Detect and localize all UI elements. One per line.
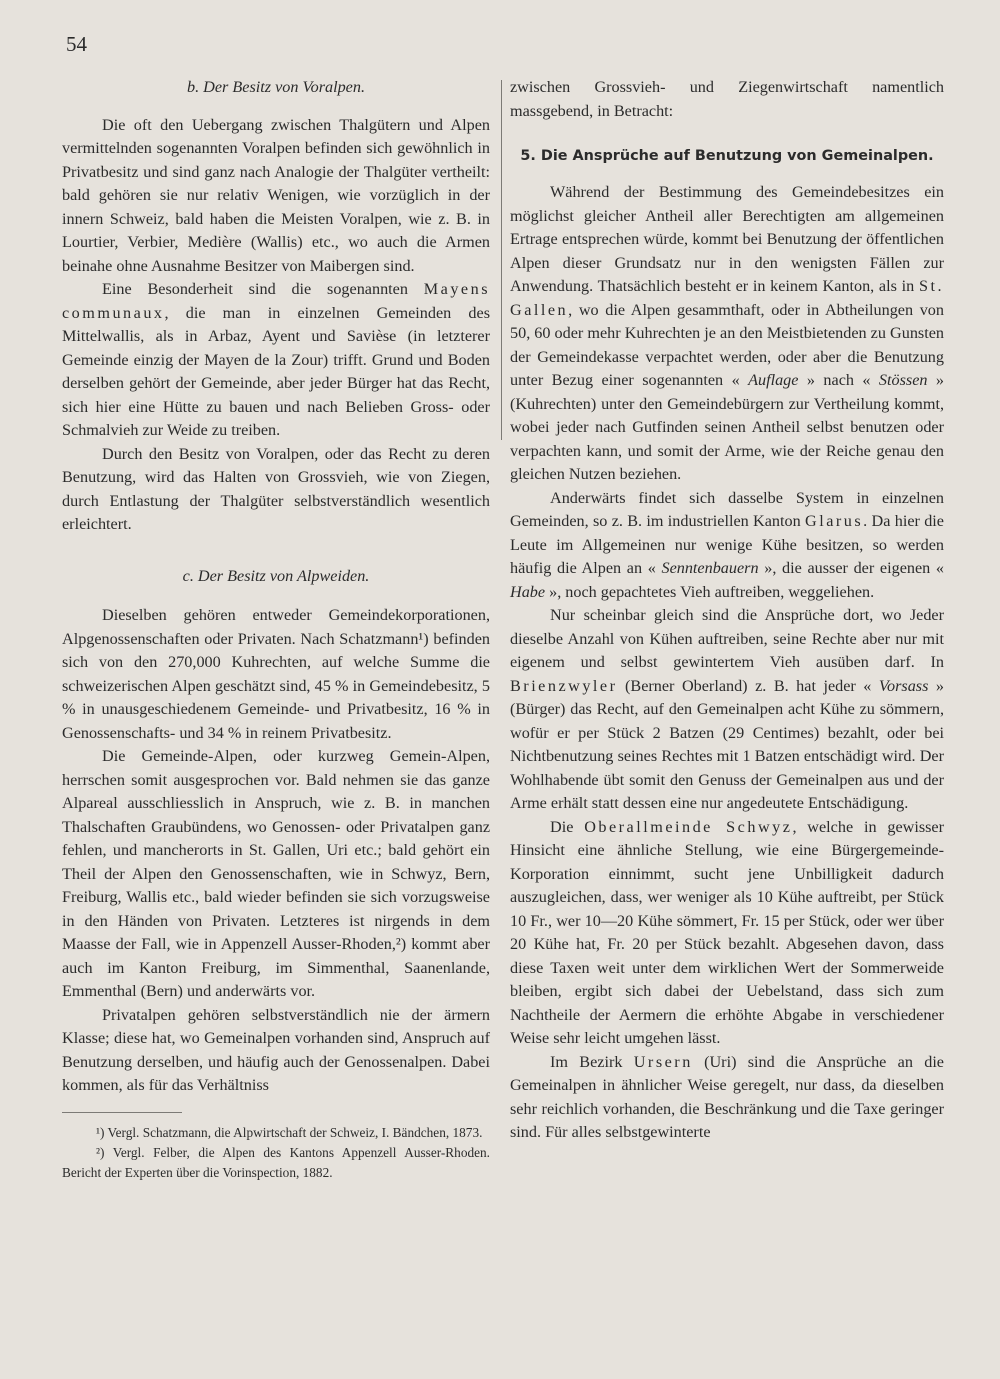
text: Anderwärts findet sich dasselbe System in einzelnen Gemeinden, so z. B. im industriellen Kanton: [510, 488, 944, 530]
italic-term: Stössen: [878, 371, 928, 389]
text: . Da hier die Leute im Allgemeinen nur wenige Kühe besitzen, so werden häufig die Alpen an «: [510, 512, 944, 577]
left-column: [62, 76, 490, 1183]
text: », die ausser der eigenen «: [758, 559, 944, 577]
right-column: [510, 76, 944, 1145]
heading-alpweiden: c. Der Besitz von Alpweiden.: [182, 566, 370, 585]
text: , wo die Alpen gesammthaft, oder in Abtheilungen von 50, 60 oder mehr Kuhrechten je an den Meistbietenden zu Gunsten der Gemeindekasse verpachtet werden, oder aber die Benutzung unter Bezug einer sogenannten «: [510, 300, 944, 389]
paragraph: [510, 816, 944, 1051]
paragraph: [62, 278, 490, 443]
paragraph: [510, 1051, 944, 1145]
text: Im Bezirk: [550, 1052, 634, 1071]
paragraph: [510, 604, 944, 816]
footnote-divider: [62, 1112, 182, 1113]
paragraph: Die oft den Uebergang zwischen Thalgütern und Alpen vermittelnden sogenannten Voralpen befinden sich gewöhnlich in Privatbesitz und sind ganz nach Analogie der Thalgüter vertheilt: bald gehören sie nur relativ Wenigen, wie vorzüglich in der innern Schweiz, bald haben die Meisten Voralpen, wie z. B. in Lourtier, Verbier, Medière (Wallis) etc., wo auch die Armen beinahe ohne Ausnahme Besitzer von Maibergen sind.: [62, 115, 490, 275]
spaced-term: Brienzwyler: [510, 676, 618, 695]
spaced-term: Ursern: [633, 1052, 693, 1071]
text: » nach «: [798, 371, 879, 389]
text: » (Bürger) das Recht, auf den Gemeinalpen acht Kühe zu sömmern, wofür er per Stück 2 Batzen (29 Centimes) bezahlt, oder bei Nichtbenutzung seines Rechtes mit 1 Batzen entschädigt wird. Der Wohlhabende übt somit den Genuss der Gemeinalpen aus und der Arme erhält statt dessen eine nur angedeutete Entschädigung.: [510, 676, 944, 812]
spaced-term: Glarus: [805, 512, 864, 530]
column-divider: [501, 80, 502, 440]
italic-term: Habe: [510, 582, 546, 601]
italic-term: Vorsass: [878, 676, 929, 695]
footnote-1: ¹) Vergl. Schatzmann, die Alpwirtschaft der Schweiz, I. Bändchen, 1873.: [96, 1124, 483, 1140]
spaced-term: Oberallmeinde Schwyz: [584, 817, 793, 836]
paragraph: Durch den Besitz von Voralpen, oder das Recht zu deren Benutzung, wird das Halten von Grossvieh, wie von Ziegen, durch Entlastung der Thalgüter selbstverständlich wesentlich erleichtert.: [62, 444, 490, 533]
paragraph: [510, 487, 944, 605]
text: (Berner Oberland) z. B. hat jeder «: [617, 676, 879, 695]
text: , welche in gewisser Hinsicht eine ähnliche Stellung, wie eine Bürgergemeinde-Korporation einnimmt, sucht jene Unbilligkeit dadurch auszugleichen, dass, wer weniger als 10 Kühe auftreibt, per Stück 10 Fr., wer 10—20 Kühe sömmert, Fr. 15 per Stück, oder wer über 20 Kühe hat, Fr. 20 per Stück bezahlt. Abgesehen davon, dass diese Taxen weit unter dem wirklichen Wert der Sommerweide bleiben, ergibt sich dabei der Uebelstand, dass sich zum Nachtheile der Aermern die erhöhte Abgabe in verschiedener Weise sehr leicht umgehen lässt.: [510, 817, 944, 1047]
italic-term: Auflage: [748, 371, 799, 389]
spaced-term: St. Gallen: [510, 277, 944, 319]
paragraph: [510, 181, 944, 487]
text: Die: [550, 817, 585, 836]
text: Nur scheinbar gleich sind die Ansprüche dort, wo Jeder dieselbe Anzahl von Kühen auftreiben, seine Rechte aber nur mit eigenem und selbst gewintertem Vieh ausüben darf. In: [510, 606, 944, 671]
italic-term: Senntenbauern: [661, 559, 759, 577]
paragraph: Die Gemeinde-Alpen, oder kurzweg Gemein-Alpen, herrschen somit ausgesprochen vor. Bald nehmen sie das ganze Alpareal ausschliesslich in Anspruch, wie z. B. in manchen Thalschaften Graubündens, wo Genossen- oder Privatalpen ganz fehlen, und mancherorts in St. Gallen, Uri etc.; bald gehört ein Theil der Alpen den Genossenschaften, wie in Schwyz, Bern, Freiburg, Wallis etc., bald wieder befinden sie sich vorzugsweise in den Händen von Privaten. Letzteres ist nirgends in dem Maasse der Fall, wie in Appenzell Ausser-Rhoden,²) kommt aber auch im Kanton Freiburg, im Simmenthal, Saanenlande, Emmenthal (Bern) und anderwärts vor.: [62, 747, 490, 1000]
text: », noch gepachtetes Vieh auftreiben, weggeliehen.: [545, 582, 875, 601]
spaced-term: Mayens communaux: [62, 280, 490, 322]
section-heading: 5. Die Ansprüche auf Benutzung von Gemeinalpen.: [520, 148, 934, 164]
text: (Uri) sind die Ansprüche an die Gemeinalpen in ähnlicher Weise geregelt, nur dass, da dieselben sehr reichlich vorhanden, die Beschränkung und die Taxe geringer sind. Für alles selbstgewinterte: [510, 1052, 944, 1141]
text: Eine Besonderheit sind die sogenannten: [102, 280, 424, 298]
page-number: 54: [66, 32, 87, 56]
footnote-2: ²) Vergl. Felber, die Alpen des Kantons Appenzell Ausser-Rhoden. Bericht der Experten über die Vorinspection, 1882.: [62, 1144, 490, 1180]
text: , die man in einzelnen Gemeinden des Mittelwallis, als in Arbaz, Ayent und Savièse (in letzterer Gemeinde einzig der Mayen de la Zour) trifft. Grund und Boden derselben gehört der Gemeinde, aber jeder Bürger hat das Recht, sich hier eine Hütte zu bauen und nach Belieben Gross- oder Schmalvieh zur Weide zu treiben.: [62, 303, 490, 439]
text: Während der Bestimmung des Gemeindebesitzes ein möglichst gleicher Antheil aller Berechtigten am allgemeinen Ertrage entsprechen würde, kommt bei Benutzung der öffentlichen Alpen dieser Grundsatz nur in den wenigsten Fällen zur Anwendung. Thatsächlich besteht er in keinem Kanton, als in: [510, 183, 944, 295]
paragraph: Dieselben gehören entweder Gemeindekorporationen, Alpgenossenschaften oder Privaten. Nach Schatzmann¹) befinden sich von den 270,000 Kuhrechten, auf welche Summe die schweizerischen Alpen geschätzt sind, 45 % in Gemeindebesitz, 5 % in unausgeschiedenem Gemeinde- und Privatbesitz, 16 % in Genossenschafts- und 34 % in reinem Privatbesitz.: [62, 606, 490, 742]
paragraph: Privatalpen gehören selbstverständlich nie der ärmern Klasse; diese hat, wo Gemeinalpen vorhanden sind, Anspruch auf Benutzung derselben, und häufig auch der Genossenalpen. Dabei kommen, als für das Verhältniss: [62, 1005, 490, 1094]
text: » (Kuhrechten) unter den Gemeindebürgern zur Vertheilung kommt, wobei jeder nach Gutfinden seinen Antheil selbst benutzen oder verpachten kann, und somit der Arme, wie der Reiche genau den gleichen Nutzen beziehen.: [510, 371, 945, 483]
paragraph: zwischen Grossvieh- und Ziegenwirtschaft namentlich massgebend, in Betracht:: [510, 78, 944, 120]
heading-voralpen: b. Der Besitz von Voralpen.: [186, 78, 366, 96]
